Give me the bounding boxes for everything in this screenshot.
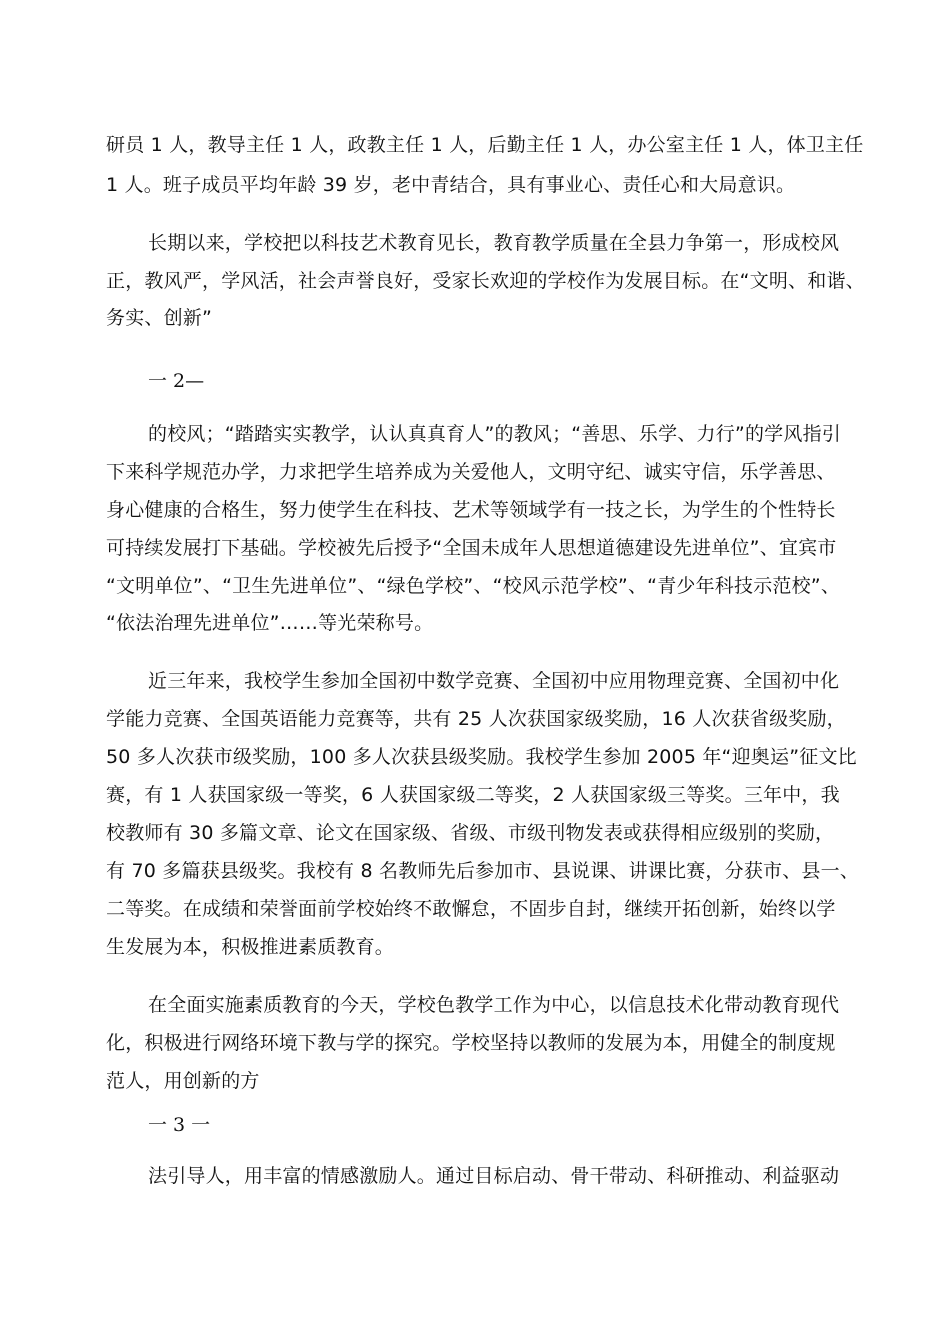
page-number-marker: 一 2— [148, 370, 205, 392]
text-line: 二等奖。在成绩和荣誉面前学校始终不敢懈怠，不固步自封，继续开拓创新，始终以学 [106, 898, 836, 920]
text-line: 在全面实施素质教育的今天，学校色教学工作为中心，以信息技术化带动教育现代 [148, 994, 840, 1016]
text-line: 下来科学规范办学，力求把学生培养成为关爱他人，文明守纪、诚实守信，乐学善思、 [106, 461, 836, 483]
text-line: 的校风；“踏踏实实教学，认认真真育人”的教风；“善思、乐学、力行”的学风指引 [148, 423, 841, 445]
text-line: 身心健康的合格生，努力使学生在科技、艺术等领域学有一技之长，为学生的个性特长 [106, 499, 836, 521]
text-line: 化，积极进行网络环境下教与学的探究。学校坚持以教师的发展为本，用健全的制度规 [106, 1032, 836, 1054]
text-line: 法引导人，用丰富的情感激励人。通过目标启动、骨干带动、科研推动、利益驱动 [148, 1165, 840, 1187]
text-line: 研员 1 人，教导主任 1 人，政教主任 1 人，后勤主任 1 人，办公室主任 1 人，体卫主任 [106, 134, 864, 156]
text-line: 生发展为本，积极推进素质教育。 [106, 936, 395, 958]
text-line: “文明单位”、“卫生先进单位”、“绿色学校”、“校风示范学校”、“青少年科技示范校”、 [106, 575, 841, 597]
text-line: 近三年来，我校学生参加全国初中数学竞赛、全国初中应用物理竞赛、全国初中化 [148, 670, 840, 692]
text-line: 校教师有 30 多篇文章、论文在国家级、省级、市级刊物发表或获得相应级别的奖励， [106, 822, 835, 844]
text-line: 赛，有 1 人获国家级一等奖，6 人获国家级二等奖，2 人获国家级三等奖。三年中，我 [106, 784, 840, 806]
text-line: 长期以来，学校把以科技艺术教育见长，教育教学质量在全县力争第一，形成校风 [148, 232, 840, 254]
text-line: 正，教风严，学风活，社会声誉良好，受家长欢迎的学校作为发展目标。在“文明、和谐、 [106, 270, 865, 292]
page-number-marker: 一 3 一 [148, 1114, 211, 1136]
text-line: “依法治理先进单位”……等光荣称号。 [106, 612, 434, 634]
text-line: 1 人。班子成员平均年龄 39 岁，老中青结合，具有事业心、责任心和大局意识。 [106, 174, 796, 196]
text-line: 学能力竞赛、全国英语能力竞赛等，共有 25 人次获国家级奖励，16 人次获省级奖励， [106, 708, 846, 730]
text-line: 有 70 多篇获县级奖。我校有 8 名教师先后参加市、县说课、讲课比赛，分获市、县一、 [106, 860, 860, 882]
text-line: 可持续发展打下基础。学校被先后授予“全国未成年人思想道德建设先进单位”、宜宾市 [106, 537, 837, 559]
text-line: 50 多人次获市级奖励，100 多人次获县级奖励。我校学生参加 2005 年“迎奥运”征文比 [106, 746, 857, 768]
text-line: 务实、创新” [106, 307, 213, 329]
text-line: 范人，用创新的方 [106, 1070, 260, 1092]
